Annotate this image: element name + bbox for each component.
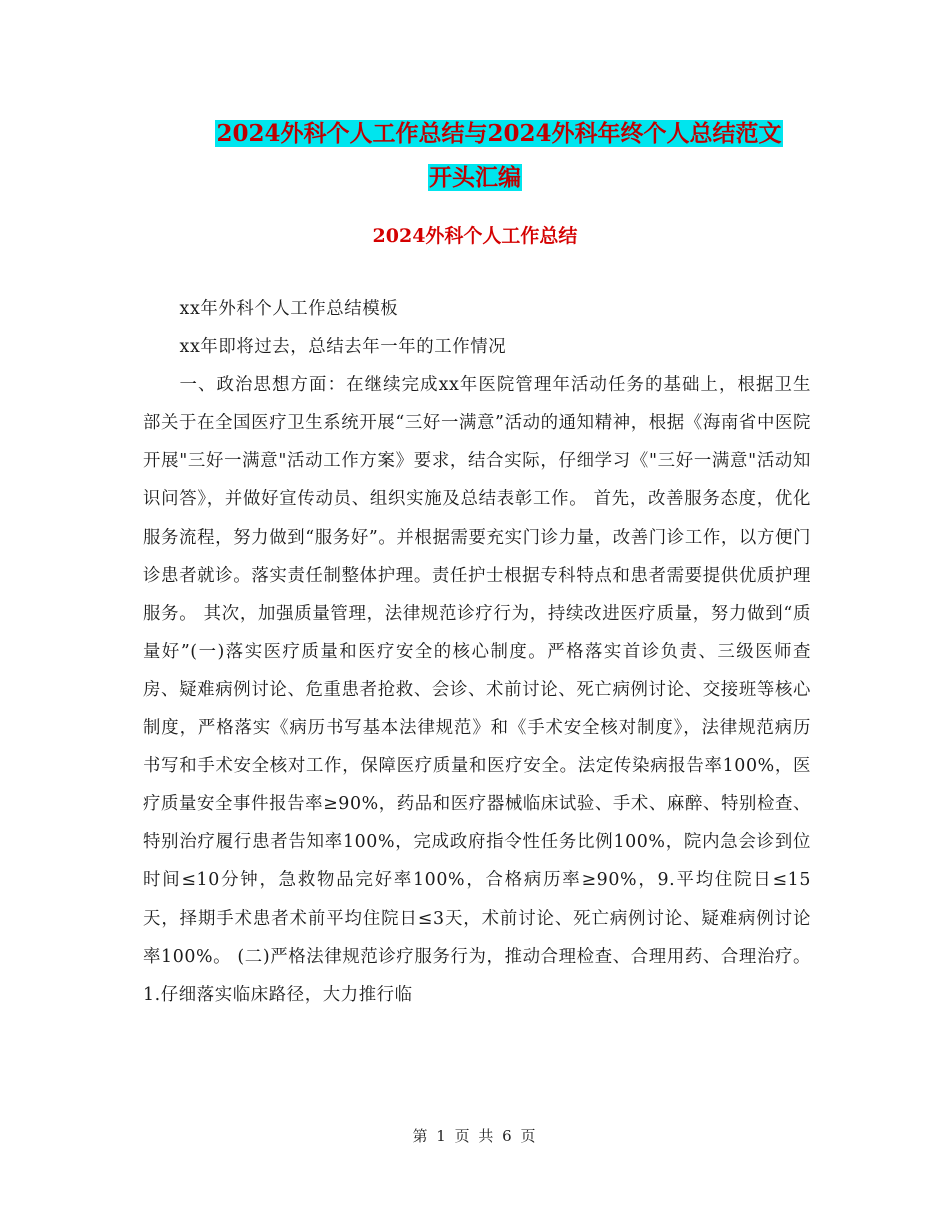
title-line-1: 2024外科个人工作总结与2024外科年终个人总结范文 (216, 120, 782, 147)
body-text (143, 290, 811, 1014)
section-heading: 2024外科个人工作总结 (372, 225, 578, 247)
paragraph: xx年外科个人工作总结模板 (179, 299, 399, 319)
page-footer: 第 1 页 共 6 页 (412, 1127, 538, 1145)
title-line-2: 开头汇编 (429, 164, 521, 191)
paragraph: xx年即将过去，总结去年一年的工作情况 (179, 337, 507, 358)
document-title (0, 112, 950, 200)
paragraph: 一、政治思想方面：在继续完成xx年医院管理年活动任务的基础上，根据卫生部关于在全国医疗卫生系统开展“三好一满意”活动的通知精神，根据《海南省中医院开展"三好一满意"活动工作方案》要求，结合实际，仔细学习《"三好一满意"活动知识问答》，并做好宣传动员、组织实施及总结表彰工作。 首先，改善服务态度，优化服务流程，努力做到“服务好”。并根据需要充实门诊力量，改善门诊工作，以方便门诊患者就诊。落实责任制整体护理。责任护士根据专科特点和患者需要提供优质护理服务。 其次，加强质量管理，法律规范诊疗行为，持续改进医疗质量，努力做到“质量好”(一)落实医疗质量和医疗安全的核心制度。严格落实首诊负责、三级医师查房、疑难病例讨论、危重患者抢救、会诊、术前讨论、死亡病例讨论、交接班等核心制度，严格落实《病历书写基本法律规范》和《手术安全核对制度》，法律规范病历书写和手术安全核对工作，保障医疗质量和医疗安全。法定传染病报告率100%，医疗质量安全事件报告率≥90%，药品和医疗器械临床试验、手术、麻醉、特别检查、特别治疗履行患者告知率100%，完成政府指令性任务比例100%，院内急会诊到位时间≤10分钟，急救物品完好率100%，合格病历率≥90%，9.平均住院日≤15天，择期手术患者术前平均住院日≤3天，术前讨论、死亡病例讨论、疑难病例讨论率100%。 (二)严格法律规范诊疗服务行为，推动合理检查、合理用药、合理治疗。 1.仔细落实临床路径，大力推行临 (143, 375, 811, 1005)
